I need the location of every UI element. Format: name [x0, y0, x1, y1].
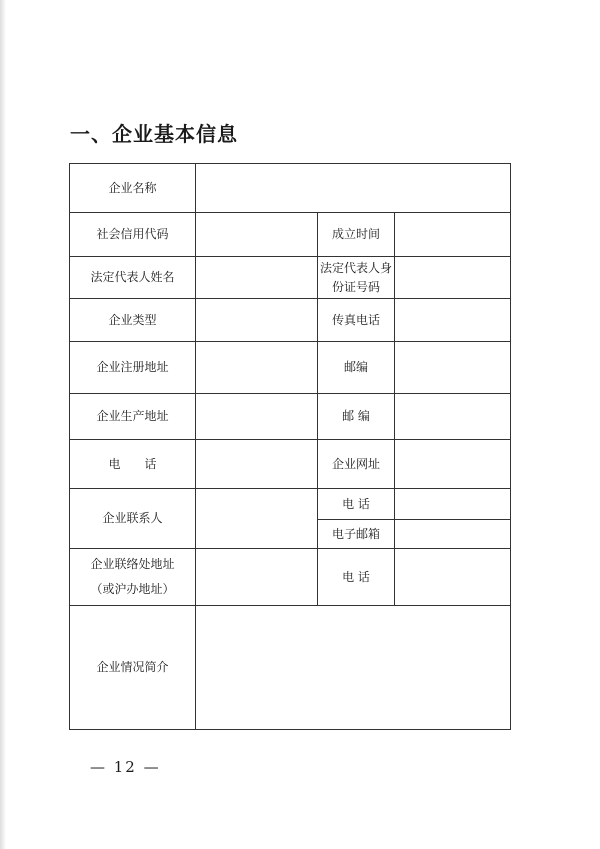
- row-credit-code: [70, 213, 511, 257]
- fax-field[interactable]: [395, 299, 511, 342]
- fax-label: 传真电话: [318, 299, 395, 342]
- row-company-name: [70, 164, 511, 213]
- postcode-field-1[interactable]: [395, 342, 511, 394]
- contact-person-field[interactable]: [196, 489, 318, 549]
- row-company-type: [70, 299, 511, 342]
- registered-address-label: 企业注册地址: [70, 342, 196, 394]
- legal-rep-id-field[interactable]: [395, 257, 511, 299]
- phone-field[interactable]: [196, 440, 318, 489]
- postcode-label-1: 邮编: [318, 342, 395, 394]
- production-address-field[interactable]: [196, 394, 318, 440]
- row-contact-phone: [70, 489, 511, 520]
- contact-address-label: [70, 549, 196, 606]
- legal-rep-id-label: 法定代表人身份证号码: [318, 257, 395, 299]
- established-field[interactable]: [395, 213, 511, 257]
- website-field[interactable]: [395, 440, 511, 489]
- registered-address-field[interactable]: [196, 342, 318, 394]
- email-label: 电子邮箱: [318, 520, 395, 549]
- company-name-field[interactable]: [196, 164, 511, 213]
- legal-rep-name-field[interactable]: [196, 257, 318, 299]
- contact-address-field[interactable]: [196, 549, 318, 606]
- contact-address-label-line2: （或沪办地址）: [90, 582, 175, 596]
- credit-code-field[interactable]: [196, 213, 318, 257]
- row-contact-address: [70, 549, 511, 606]
- page-number: — 12 —: [90, 758, 161, 776]
- contact-phone-label: 电 话: [318, 489, 395, 520]
- contact-phone-field[interactable]: [395, 489, 511, 520]
- section-title: 一、企业基本信息: [70, 122, 238, 146]
- production-address-label: 企业生产地址: [70, 394, 196, 440]
- contact-address-phone-field[interactable]: [395, 549, 511, 606]
- postcode-field-2[interactable]: [395, 394, 511, 440]
- row-company-profile: [70, 606, 511, 730]
- postcode-label-2: 邮 编: [318, 394, 395, 440]
- row-registered-address: [70, 342, 511, 394]
- profile-label: 企业情况简介: [70, 606, 196, 730]
- contact-person-label: 企业联系人: [70, 489, 196, 549]
- company-type-field[interactable]: [196, 299, 318, 342]
- row-production-address: [70, 394, 511, 440]
- company-info-form: [69, 163, 511, 730]
- company-name-label: 企业名称: [70, 164, 196, 213]
- legal-rep-name-label: 法定代表人姓名: [70, 257, 196, 299]
- row-legal-rep: [70, 257, 511, 299]
- profile-field[interactable]: [196, 606, 511, 730]
- contact-address-label-line1: 企业联络处地址: [90, 557, 175, 572]
- credit-code-label: 社会信用代码: [70, 213, 196, 257]
- contact-address-phone-label: 电 话: [318, 549, 395, 606]
- row-phone: [70, 440, 511, 489]
- phone-label: 电 话: [70, 440, 196, 489]
- scan-edge-shadow: [0, 0, 6, 849]
- company-type-label: 企业类型: [70, 299, 196, 342]
- established-label: 成立时间: [318, 213, 395, 257]
- website-label: 企业网址: [318, 440, 395, 489]
- email-field[interactable]: [395, 520, 511, 549]
